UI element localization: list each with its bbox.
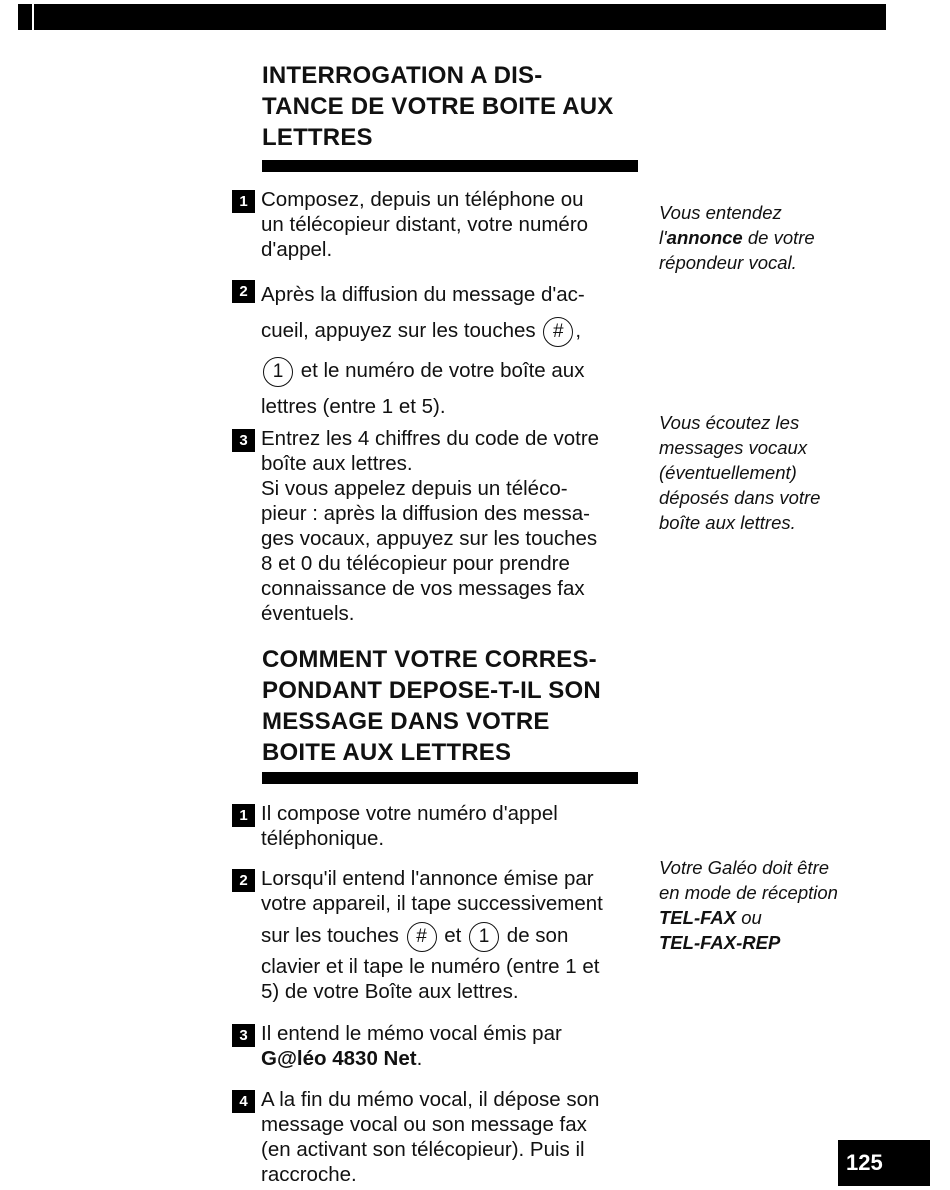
step-text-line: message vocal ou son message fax bbox=[261, 1113, 587, 1136]
step-text-line: Composez, depuis un téléphone ou bbox=[261, 188, 584, 211]
step-text-line: raccroche. bbox=[261, 1163, 357, 1186]
section2-title-line: MESSAGE DANS VOTRE bbox=[262, 708, 550, 735]
section1-title bbox=[262, 60, 662, 153]
note-text: l' bbox=[659, 227, 667, 248]
step-text-line: votre appareil, il tape successivement bbox=[261, 892, 603, 915]
page-number: 125 bbox=[838, 1140, 930, 1186]
step-text: et bbox=[444, 924, 462, 947]
product-name: G@léo 4830 Net bbox=[261, 1047, 417, 1070]
note-line: messages vocaux bbox=[659, 437, 808, 458]
margin-note-answering-message bbox=[659, 200, 889, 275]
note-line bbox=[659, 225, 889, 250]
note-line: en mode de réception bbox=[659, 882, 838, 903]
step-number-badge: 1 bbox=[232, 804, 255, 827]
step-number-badge: 2 bbox=[232, 280, 255, 303]
section2-step-1 bbox=[232, 801, 637, 851]
section2-rule bbox=[262, 772, 638, 784]
step-text-line bbox=[261, 1046, 637, 1071]
step-text-line: clavier et il tape le numéro (entre 1 et bbox=[261, 955, 600, 978]
note-line: Vous écoutez les bbox=[659, 412, 800, 433]
note-line: boîte aux lettres. bbox=[659, 512, 796, 533]
step-text: et le numéro de votre boîte aux bbox=[300, 359, 585, 382]
one-key-icon: 1 bbox=[469, 922, 499, 952]
step-number-badge: 2 bbox=[232, 869, 255, 892]
step-text-line bbox=[261, 313, 637, 349]
step-text-line: d'appel. bbox=[261, 238, 333, 261]
mode-tel-fax: TEL-FAX bbox=[659, 907, 737, 928]
step-text-line: boîte aux lettres. bbox=[261, 452, 413, 475]
note-line: déposés dans votre bbox=[659, 487, 821, 508]
step-number-badge: 3 bbox=[232, 429, 255, 452]
step-number-badge: 4 bbox=[232, 1090, 255, 1113]
section1-step-2 bbox=[232, 277, 637, 425]
step-text-line: A la fin du mémo vocal, il dépose son bbox=[261, 1088, 600, 1111]
step-text-line: Il entend le mémo vocal émis par bbox=[261, 1022, 562, 1045]
margin-note-listen-messages bbox=[659, 410, 889, 535]
step-text: , bbox=[575, 319, 582, 342]
step-text-line: (en activant son télécopieur). Puis il bbox=[261, 1138, 585, 1161]
section2-step-3 bbox=[232, 1021, 637, 1071]
margin-note-reception-mode bbox=[659, 855, 889, 955]
step-text-line: lettres (entre 1 et 5). bbox=[261, 395, 446, 418]
hash-key-icon: # bbox=[543, 317, 573, 347]
top-black-bar bbox=[18, 4, 886, 30]
step-text: de son bbox=[506, 924, 569, 947]
step-text-line: un télécopieur distant, votre numéro bbox=[261, 213, 589, 236]
step-text-line: 8 et 0 du télécopieur pour prendre bbox=[261, 552, 570, 575]
one-key-icon: 1 bbox=[263, 357, 293, 387]
section1-title-line: INTERROGATION A DIS- bbox=[262, 62, 543, 89]
section1-title-line: LETTRES bbox=[262, 124, 373, 151]
step-text: . bbox=[416, 1047, 423, 1070]
step-number-badge: 3 bbox=[232, 1024, 255, 1047]
step-text: cueil, appuyez sur les touches bbox=[261, 319, 536, 342]
note-text: de votre bbox=[742, 227, 815, 248]
step-text-line: Lorsqu'il entend l'annonce émise par bbox=[261, 867, 594, 890]
step-text-line: ges vocaux, appuyez sur les touches bbox=[261, 527, 598, 550]
section2-title-line: BOITE AUX LETTRES bbox=[262, 739, 512, 766]
note-bold-text: annonce bbox=[666, 227, 743, 248]
note-line: Votre Galéo doit être bbox=[659, 857, 830, 878]
step-text-line: Après la diffusion du message d'ac- bbox=[261, 283, 585, 306]
step-text-line: téléphonique. bbox=[261, 827, 385, 850]
mode-tel-fax-rep: TEL-FAX-REP bbox=[659, 932, 781, 953]
step-text-line: connaissance de vos messages fax bbox=[261, 577, 585, 600]
note-line: répondeur vocal. bbox=[659, 252, 797, 273]
step-text-line bbox=[261, 918, 637, 954]
step-text-line: pieur : après la diffusion des messa- bbox=[261, 502, 590, 525]
hash-key-icon: # bbox=[407, 922, 437, 952]
section2-title-line: COMMENT VOTRE CORRES- bbox=[262, 646, 597, 673]
section1-step-3 bbox=[232, 426, 637, 626]
note-text: ou bbox=[736, 907, 762, 928]
step-text-line bbox=[261, 353, 637, 389]
section1-step-1 bbox=[232, 187, 637, 262]
step-number-badge: 1 bbox=[232, 190, 255, 213]
note-line bbox=[659, 930, 889, 955]
section2-step-2 bbox=[232, 866, 637, 1004]
section2-title-line: PONDANT DEPOSE-T-IL SON bbox=[262, 677, 601, 704]
step-text-line: Si vous appelez depuis un téléco- bbox=[261, 477, 568, 500]
section1-rule bbox=[262, 160, 638, 172]
section1-title-line: TANCE DE VOTRE BOITE AUX bbox=[262, 93, 614, 120]
step-text-line: éventuels. bbox=[261, 602, 355, 625]
note-line: Vous entendez bbox=[659, 202, 782, 223]
note-line: (éventuellement) bbox=[659, 462, 797, 483]
step-text-line: 5) de votre Boîte aux lettres. bbox=[261, 980, 519, 1003]
step-text-line: Entrez les 4 chiffres du code de votre bbox=[261, 427, 600, 450]
step-text: sur les touches bbox=[261, 924, 399, 947]
section2-step-4 bbox=[232, 1087, 637, 1187]
note-line bbox=[659, 905, 889, 930]
section2-title bbox=[262, 644, 662, 768]
step-text-line: Il compose votre numéro d'appel bbox=[261, 802, 558, 825]
